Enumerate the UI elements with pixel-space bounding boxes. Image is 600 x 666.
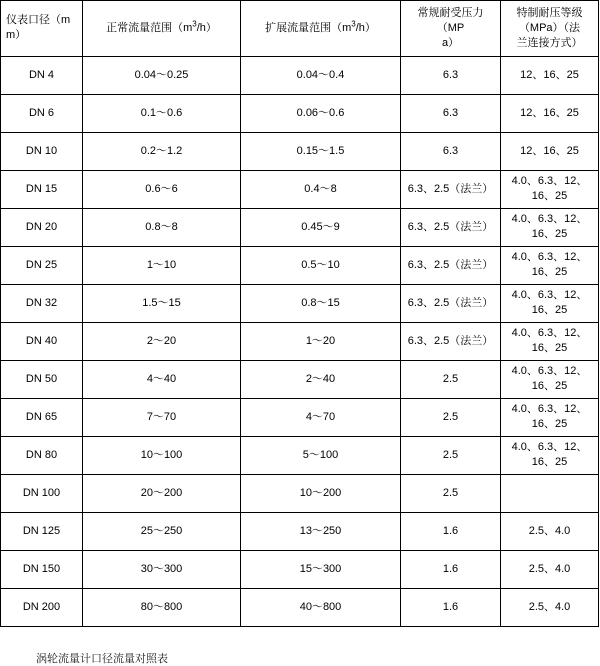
cell-normal-flow: 25～250 <box>83 512 241 550</box>
cell-extended-flow: 40～800 <box>241 588 401 626</box>
cell-diameter: DN 15 <box>1 170 83 208</box>
cell-standard-pressure: 6.3、2.5（法兰） <box>401 284 501 322</box>
column-header-diameter-line2: m） <box>6 29 27 42</box>
cell-normal-flow: 20～200 <box>83 474 241 512</box>
cell-special-pressure: 4.0、6.3、12、16、25 <box>501 398 599 436</box>
cell-normal-flow: 1～10 <box>83 246 241 284</box>
cell-diameter: DN 100 <box>1 474 83 512</box>
cell-special-pressure: 12、16、25 <box>501 94 599 132</box>
cell-special-pressure: 4.0、6.3、12、16、25 <box>501 322 599 360</box>
cell-diameter: DN 50 <box>1 360 83 398</box>
cell-standard-pressure: 1.6 <box>401 550 501 588</box>
table-row <box>1 56 599 94</box>
column-header-extended-flow-a: 扩展流量范围（m <box>265 21 352 34</box>
table-header <box>1 1 599 57</box>
cell-diameter: DN 25 <box>1 246 83 284</box>
cell-extended-flow: 0.5～10 <box>241 246 401 284</box>
cell-special-pressure: 4.0、6.3、12、16、25 <box>501 360 599 398</box>
cell-special-pressure: 4.0、6.3、12、16、25 <box>501 170 599 208</box>
cell-diameter: DN 200 <box>1 588 83 626</box>
cell-extended-flow: 0.4～8 <box>241 170 401 208</box>
column-header-normal-flow-b: /h） <box>196 21 217 34</box>
cell-extended-flow: 0.06～0.6 <box>241 94 401 132</box>
column-header-special-pressure-line1: 特制耐压等级（MPa）（法 <box>516 7 583 34</box>
cell-standard-pressure: 6.3、2.5（法兰） <box>401 246 501 284</box>
cell-normal-flow: 30～300 <box>83 550 241 588</box>
cell-standard-pressure: 2.5 <box>401 474 501 512</box>
cell-normal-flow: 80～800 <box>83 588 241 626</box>
table-row <box>1 322 599 360</box>
table-row <box>1 588 599 626</box>
cell-special-pressure: 2.5、4.0 <box>501 512 599 550</box>
cell-special-pressure: 4.0、6.3、12、16、25 <box>501 208 599 246</box>
table-row <box>1 398 599 436</box>
cell-extended-flow: 0.45～9 <box>241 208 401 246</box>
cell-special-pressure: 12、16、25 <box>501 132 599 170</box>
cell-special-pressure: 12、16、25 <box>501 56 599 94</box>
table-row <box>1 550 599 588</box>
cell-extended-flow: 4～70 <box>241 398 401 436</box>
table-row <box>1 284 599 322</box>
cell-extended-flow: 13～250 <box>241 512 401 550</box>
column-header-special-pressure <box>501 1 599 57</box>
cell-standard-pressure: 2.5 <box>401 436 501 474</box>
column-header-normal-flow-a: 正常流量范围（m <box>106 21 193 34</box>
column-header-special-pressure-line2: 兰连接方式） <box>516 36 583 49</box>
table-row <box>1 246 599 284</box>
cell-normal-flow: 0.1～0.6 <box>83 94 241 132</box>
cell-diameter: DN 40 <box>1 322 83 360</box>
cell-extended-flow: 0.8～15 <box>241 284 401 322</box>
cell-diameter: DN 32 <box>1 284 83 322</box>
cell-extended-flow: 0.04～0.4 <box>241 56 401 94</box>
cell-standard-pressure: 6.3、2.5（法兰） <box>401 208 501 246</box>
table-row <box>1 512 599 550</box>
cell-extended-flow: 5～100 <box>241 436 401 474</box>
table-row <box>1 170 599 208</box>
cell-normal-flow: 10～100 <box>83 436 241 474</box>
cell-standard-pressure: 1.6 <box>401 588 501 626</box>
cell-standard-pressure: 6.3 <box>401 132 501 170</box>
cell-special-pressure: 2.5、4.0 <box>501 588 599 626</box>
cell-special-pressure: 4.0、6.3、12、16、25 <box>501 436 599 474</box>
cell-standard-pressure: 6.3 <box>401 94 501 132</box>
cell-diameter: DN 6 <box>1 94 83 132</box>
header-row <box>1 1 599 57</box>
cell-standard-pressure: 2.5 <box>401 360 501 398</box>
cell-special-pressure <box>501 474 599 512</box>
cell-special-pressure: 4.0、6.3、12、16、25 <box>501 284 599 322</box>
cell-normal-flow: 0.2～1.2 <box>83 132 241 170</box>
cell-special-pressure: 2.5、4.0 <box>501 550 599 588</box>
table-row <box>1 132 599 170</box>
cell-standard-pressure: 2.5 <box>401 398 501 436</box>
cell-normal-flow: 1.5～15 <box>83 284 241 322</box>
column-header-standard-pressure <box>401 1 501 57</box>
column-header-standard-pressure-line2: a） <box>441 36 460 49</box>
column-header-standard-pressure-line1: 常规耐受压力（MP <box>417 7 484 34</box>
table-row <box>1 208 599 246</box>
cell-normal-flow: 0.04～0.25 <box>83 56 241 94</box>
table-row <box>1 94 599 132</box>
column-header-diameter-line1: 仪表口径（m <box>6 14 71 27</box>
cell-diameter: DN 65 <box>1 398 83 436</box>
column-header-extended-flow-b: /h） <box>355 21 376 34</box>
superscript-3: 3 <box>351 19 356 29</box>
cell-extended-flow: 1～20 <box>241 322 401 360</box>
cell-normal-flow: 2～20 <box>83 322 241 360</box>
cell-diameter: DN 80 <box>1 436 83 474</box>
cell-standard-pressure: 6.3、2.5（法兰） <box>401 170 501 208</box>
table-row <box>1 436 599 474</box>
cell-normal-flow: 0.6～6 <box>83 170 241 208</box>
cell-special-pressure: 4.0、6.3、12、16、25 <box>501 246 599 284</box>
table-row <box>1 474 599 512</box>
cell-standard-pressure: 6.3 <box>401 56 501 94</box>
table-body <box>1 56 599 626</box>
cell-extended-flow: 15～300 <box>241 550 401 588</box>
cell-normal-flow: 4～40 <box>83 360 241 398</box>
column-header-extended-flow <box>241 1 401 57</box>
column-header-normal-flow <box>83 1 241 57</box>
cell-diameter: DN 4 <box>1 56 83 94</box>
cell-diameter: DN 10 <box>1 132 83 170</box>
column-header-diameter <box>1 1 83 57</box>
cell-standard-pressure: 6.3、2.5（法兰） <box>401 322 501 360</box>
superscript-3: 3 <box>192 19 197 29</box>
cell-diameter: DN 125 <box>1 512 83 550</box>
table-caption: 涡轮流量计口径流量对照表 <box>36 653 168 665</box>
cell-standard-pressure: 1.6 <box>401 512 501 550</box>
cell-diameter: DN 20 <box>1 208 83 246</box>
cell-extended-flow: 10～200 <box>241 474 401 512</box>
cell-diameter: DN 150 <box>1 550 83 588</box>
cell-normal-flow: 7～70 <box>83 398 241 436</box>
table-row <box>1 360 599 398</box>
cell-normal-flow: 0.8～8 <box>83 208 241 246</box>
cell-extended-flow: 0.15～1.5 <box>241 132 401 170</box>
cell-extended-flow: 2～40 <box>241 360 401 398</box>
